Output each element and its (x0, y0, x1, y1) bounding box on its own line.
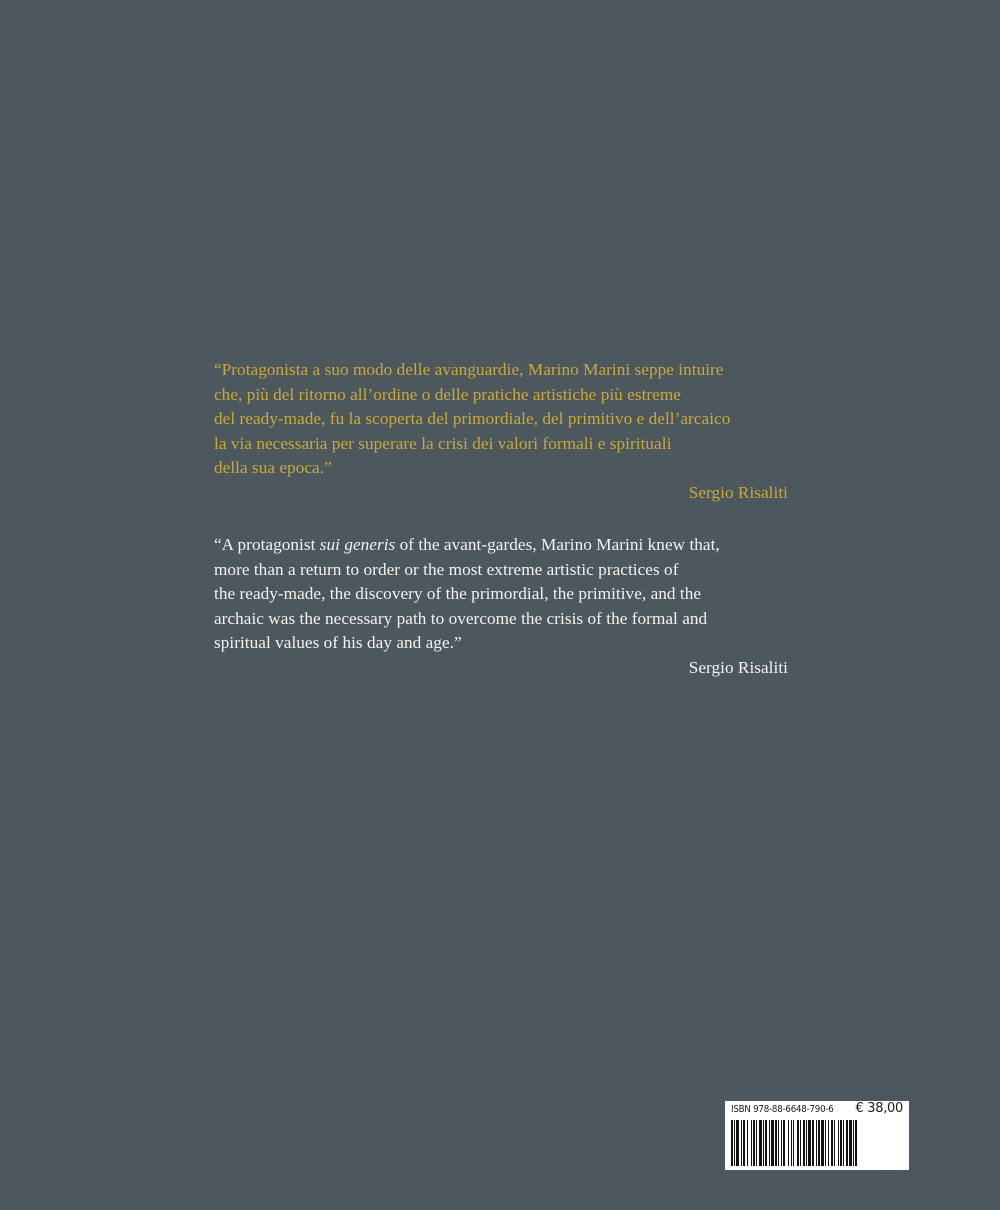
barcode-bar (756, 1120, 757, 1166)
barcode-bar (753, 1120, 755, 1166)
italian-quote-line: “Protagonista a suo modo delle avanguardie, Marino Marini seppe intuire (214, 360, 724, 379)
barcode-bar (775, 1120, 777, 1166)
barcode-bar (788, 1120, 789, 1166)
english-quote-line (214, 533, 788, 558)
barcode-sticker (725, 1101, 909, 1170)
barcode-bar (743, 1120, 745, 1166)
barcode-bar (771, 1120, 774, 1166)
italian-quote (214, 358, 788, 506)
barcode-bar (781, 1120, 782, 1166)
barcode-bar (818, 1120, 820, 1166)
italian-quote-author: Sergio Risaliti (688, 482, 788, 502)
barcode-bar (736, 1120, 739, 1166)
barcode-bar (846, 1120, 848, 1166)
english-quote-line: archaic was the necessary path to overcome the crisis of the formal and (214, 608, 708, 628)
barcode-bar (783, 1120, 785, 1166)
english-quote-line: the ready-made, the discovery of the primordial, the primitive, and the (214, 584, 702, 604)
barcode-bar (791, 1120, 792, 1166)
barcode-bar (834, 1120, 835, 1166)
isbn-label: ISBN 978-88-6648-790-6 (731, 1104, 834, 1115)
barcode-bar (793, 1120, 794, 1166)
barcode-bar (825, 1120, 826, 1166)
barcode-bar (806, 1120, 807, 1166)
barcode-bar (808, 1120, 811, 1166)
english-quote-text: of the avant-gardes, Marino Marini knew that, (395, 535, 720, 554)
english-quote-author: Sergio Risaliti (688, 657, 788, 677)
price-label: € 38,00 (855, 1101, 903, 1116)
barcode-bar (751, 1120, 752, 1166)
barcode-bar (828, 1120, 829, 1166)
english-quote-text: “A protagonist (214, 535, 320, 554)
barcode-bar (838, 1120, 839, 1166)
barcode-bar (759, 1120, 762, 1166)
barcode-bar (853, 1120, 854, 1166)
barcode-bar (741, 1120, 742, 1166)
english-quote (214, 533, 788, 681)
italian-quote-line: della sua epoca.” (214, 458, 332, 478)
barcode-bar (855, 1120, 857, 1166)
barcode-bar (747, 1120, 748, 1166)
english-quote-line: spiritual values of his day and age.” (214, 633, 462, 653)
barcode-bar (797, 1120, 799, 1166)
barcode-bar (849, 1120, 852, 1166)
barcode-bar (769, 1120, 770, 1166)
barcode-bar (812, 1120, 814, 1166)
barcode-bar (731, 1120, 733, 1166)
english-quote-italic-term: sui generis (319, 535, 396, 554)
barcode-bar (803, 1120, 805, 1166)
barcode-bar (843, 1120, 844, 1166)
barcode-bar (778, 1120, 779, 1166)
barcode-icon (731, 1120, 903, 1166)
italian-quote-line: che, più del ritorno all’ordine o delle pratiche artistiche più estreme (214, 384, 681, 404)
barcode-bar (800, 1120, 801, 1166)
barcode-bar (840, 1120, 842, 1166)
italian-quote-line: del ready-made, fu la scoperta del primordiale, del primitivo e dell’arcaico (214, 409, 731, 429)
barcode-bar (831, 1120, 833, 1166)
barcode-bar (763, 1120, 764, 1166)
english-quote-line: more than a return to order or the most extreme artistic practices of (214, 559, 679, 579)
barcode-bar (821, 1120, 824, 1166)
barcode-bar (816, 1120, 817, 1166)
barcode-bar (765, 1120, 767, 1166)
italian-quote-line: la via necessaria per superare la crisi dei valori formali e spirituali (214, 433, 672, 453)
barcode-bar (734, 1120, 735, 1166)
